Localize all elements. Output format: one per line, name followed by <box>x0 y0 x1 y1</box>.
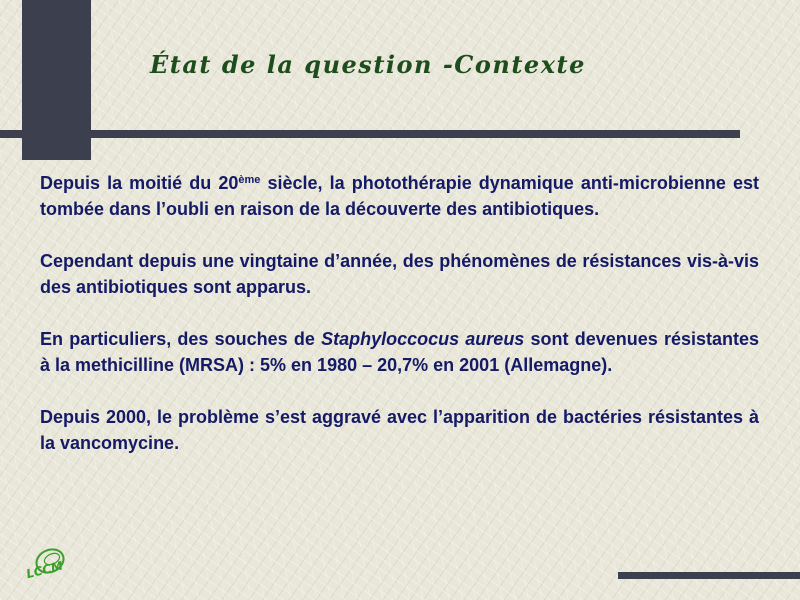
paragraph-1-start: Depuis la moitié du 20 <box>40 173 239 193</box>
ordinal-superscript: ème <box>238 174 261 186</box>
bottom-decoration-bar <box>618 572 800 579</box>
paragraph-3-start: En particuliers, des souches de <box>40 329 322 349</box>
paragraph-1-rest: siècle, la photothérapie dynamique anti-microbienne est tombée dans l’oubli en raison de la découverte des antibiotiques. <box>40 173 759 219</box>
paragraph-3 <box>40 326 759 378</box>
slide-body <box>40 170 759 482</box>
paragraph-3-rest: sont devenues résistantes à la methicilline (MRSA) : 5% en 1980 – 20,7% en 2001 (Allemagne). <box>40 329 759 375</box>
paragraph-4: Depuis 2000, le problème s’est aggravé avec l’apparition de bactéries résistantes à la vancomycine. <box>40 407 759 453</box>
slide-title: État de la question -Contexte <box>150 50 586 79</box>
paragraph-2: Cependant depuis une vingtaine d’année, des phénomènes de résistances vis-à-vis des antibiotiques sont apparus. <box>40 251 759 297</box>
title-divider-bar <box>0 130 740 138</box>
paragraph-1 <box>40 170 759 222</box>
species-name: Staphyloccocus aureus <box>321 329 525 349</box>
logo-text: LCCM <box>24 558 65 582</box>
lccm-logo <box>22 546 68 582</box>
